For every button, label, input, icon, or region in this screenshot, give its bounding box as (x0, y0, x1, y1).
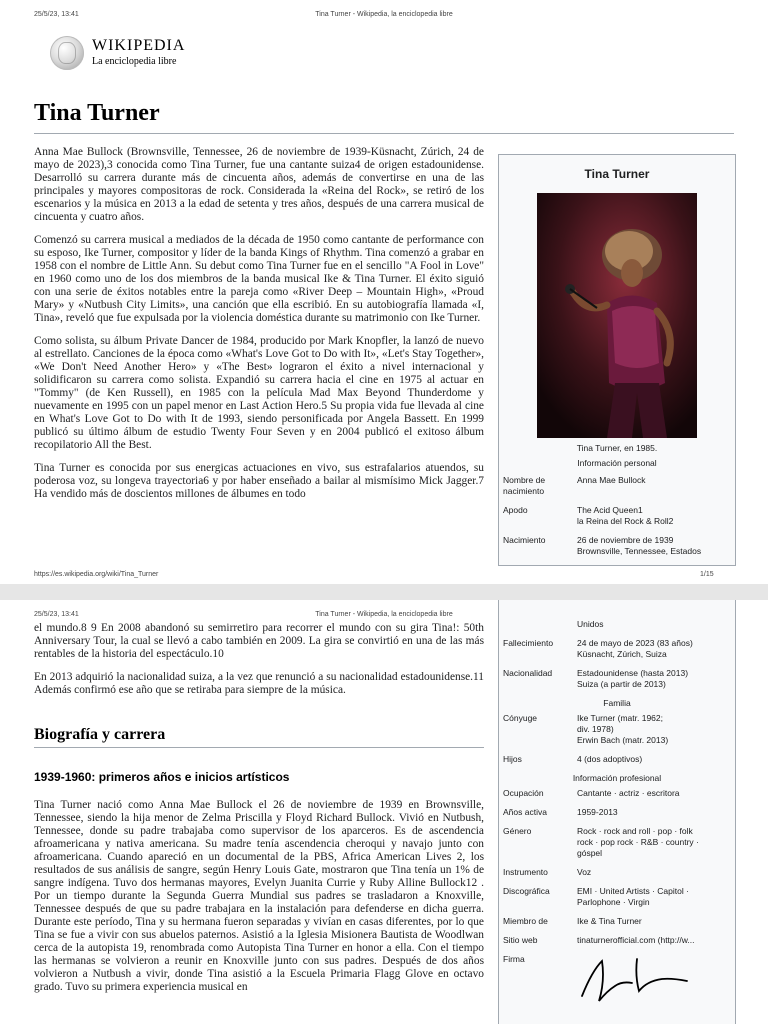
performer-image (537, 193, 697, 438)
intro-paragraph-4: Tina Turner es conocida por sus energicas actuaciones en vivo, sus estrafalarios atuendos, su poderosa voz, su longeva trayectoria6 y por haber enseñado a bailar al mismísimo Mick Jagger.7 Ha vendido más de doscientos millones de álbumes en todo (34, 462, 484, 500)
infobox-value[interactable]: Voz (577, 867, 592, 877)
wikipedia-globe-icon[interactable] (50, 36, 84, 70)
infobox-photo-caption: Tina Turner, en 1985. (576, 443, 658, 453)
bio-paragraph (34, 799, 484, 1004)
infobox-value[interactable]: Cantante · actriz · escritora (577, 788, 680, 798)
infobox-value[interactable]: Ike Turner (matr. 1962; div. 1978) Erwin Bach (matr. 2013) (577, 713, 669, 745)
infobox-label: Hijos (503, 754, 522, 764)
infobox-value[interactable]: The Acid Queen1 la Reina del Rock & Roll2 (577, 505, 674, 526)
infobox-label: Nombre de nacimiento (503, 475, 546, 496)
infobox-label: Nacimiento (503, 535, 546, 545)
title-divider (34, 133, 734, 134)
section-heading-biografia: Biografía y carrera (34, 726, 166, 743)
infobox-value[interactable]: Ike & Tina Turner (577, 916, 642, 926)
print-datetime: 25/5/23, 13:41 (34, 11, 79, 18)
bio-paragraph-1: Tina Turner nació como Anna Mae Bullock el 26 de noviembre de 1939 en Brownsville, Tennessee, siendo la hija menor de Zelma Priscilla y Floyd Richard Bullock. Vivió en Nutbush, Tennessee, donde su padre trabajaba como supervisor de los aparceros. Es de ascendencia afroamericana y nativa americana. Su madre tenía ascendencia cheroqui y navajo junto con afroamericana. Cuando apareció en un documental de la PBS, Africa American Lives 2, los resultados de sus análisis de sangre, según Henry Louis Gate, mostraron que Tina tenía un 1% de sangre indígena. Tuvo dos hermanas mayores, Evelyn Juanita Currie y Ruby Alline Bullock12 . Por un tiempo durante la Segunda Guerra Mundial sus padres se trasladaron a Knoxville, Tennessee después de que su padre trabajara en la instalación para defenderse en dicha guerra. Durante este período, Tina y su hermana fueron separadas y vivían en casas diferentes, por lo que Tina se fue a vivir con sus abuelos paternos. Asistió a la Iglesia Misionera Bautista de Woodlwan cerca de la autopista 19, renombrada como Autopista Tina Turner en honor a ella. Con el tiempo las hermanas se volvieron a reunir en Knoxville junto con sus padres. Después de dos años volvieron a Nutbush a vivir, donde Tina asistió a la Escuela Primaria Flagg Glove en octavo grado. Tuvo su primera experiencia musical en (34, 799, 484, 993)
infobox-section-professional: Información profesional (572, 773, 662, 783)
infobox-label: Fallecimiento (503, 638, 554, 648)
infobox-label: Firma (503, 954, 525, 964)
infobox-label: Instrumento (503, 867, 548, 877)
infobox-label: Miembro de (503, 916, 548, 926)
infobox-title: Tina Turner (584, 167, 650, 181)
print-page-number: 1/15 (700, 571, 714, 578)
infobox-value[interactable]: 26 de noviembre de 1939 Brownsville, Tennessee, Estados (577, 535, 702, 556)
infobox-value[interactable]: tinaturnerofficial.com (http://w... (577, 935, 695, 945)
infobox-value[interactable]: Anna Mae Bullock (577, 475, 646, 485)
infobox-label: Nacionalidad (503, 668, 553, 678)
infobox-value[interactable]: 24 de mayo de 2023 (83 años) Küsnacht, Zúrich, Suiza (577, 638, 693, 659)
infobox-label: Discográfica (503, 886, 550, 896)
intro-paragraph-1: Anna Mae Bullock (Brownsville, Tennessee, 26 de noviembre de 1939-Küsnacht, Zúrich, 24 de mayo de 2023),3 conocida como Tina Turner, fue una cantante suiza4 de origen estadounidense. Desarrolló su carrera durante más de cincuenta años, además de convertirse en una de las principales y mayores compositoras de rock. Considerada la «Reina del Rock», se retiró de los escenarios y la música en 2013 a la edad de setenta y tres años, después de una carrera musical de cincuenta y cuatro años. (34, 146, 484, 223)
print-url: https://es.wikipedia.org/wiki/Tina_Turner (34, 571, 159, 578)
print-datetime-p2: 25/5/23, 13:41 (34, 611, 79, 618)
print-doc-title-p2: Tina Turner - Wikipedia, la enciclopedia libre (315, 611, 453, 618)
subsection-heading-1939-1960: 1939-1960: primeros años e inicios artísticos (34, 770, 290, 784)
infobox-label: Apodo (503, 505, 528, 515)
infobox-value[interactable]: EMI · United Artists · Capitol · Parlophone · Virgin (577, 886, 689, 907)
intro-paragraph-2: Comenzó su carrera musical a mediados de la década de 1950 como cantante de performance con su esposo, Ike Turner, compositor y líder de la banda Kings of Rhythm. Tina comenzó a grabar en 1958 con el nombre de Little Ann. Su debut como Tina Turner fue en el sencillo "A Fool in Love" en 1960 como uno de los dos miembros de la banda musical Ike & Tina Turner. El éxito siguió con una serie de éxitos notables entre la pareja como «River Deep – Mountain High», «Proud Mary» y «Nutbush City Limits», una canción que ella escribió. En su autobiografía llamada «I, Tina», reveló que fue expulsada por la violencia doméstica durante su matrimonio con Ike Turner. (34, 234, 484, 324)
infobox-photo[interactable] (537, 193, 697, 438)
intro-paragraph-6: En 2013 adquirió la nacionalidad suiza, a la vez que renunció a su nacionalidad estadounidense.11 Además confirmó ese año que se retiraba para siempre de la música. (34, 671, 484, 696)
article-title: Tina Turner (34, 100, 160, 126)
signature-image (577, 951, 697, 1011)
section-divider (34, 747, 484, 748)
intro-paragraph-3: Como solista, su álbum Private Dancer de 1984, producido por Mark Knopfler, la lanzó de nuevo al estrellato. Canciones de la época como «What's Love Got to Do with It», «Let's Stay Together», «We Don't Need Another Hero» y «The Best» lograron el éxito a nivel internacional y solidificaron su carrera como solista. Expandió su carrera hacia el cine en 1975 al actuar en "Tommy" (de Ken Russell), en 1985 con la película Mad Max Beyond Thunderdome y nuevamente en 1995 con un papel menor en Last Action Hero.5 Su propia vida fue llevada al cine en What's Love Got to Do with It de 1993, siendo personificada por Angela Bassett. En 1999 publicó su último álbum de estudio Twenty Four Seven y en 2004 publicó el exitoso álbum recopilatorio All the Best. (34, 335, 484, 451)
infobox-section-family: Familia (603, 698, 631, 708)
infobox-section-personal: Información personal (577, 458, 657, 468)
infobox-value[interactable]: 4 (dos adoptivos) (577, 754, 643, 764)
wikipedia-tagline: La enciclopedia libre (92, 56, 177, 67)
infobox-value[interactable]: Rock · rock and roll · pop · folk rock · pop rock · R&B · country · góspel (577, 826, 699, 858)
intro-paragraphs (34, 146, 484, 511)
intro-paragraph-5: el mundo.8 9 En 2008 abandonó su semirretiro para recorrer el mundo con su gira Tina!: 50th Anniversary Tour, la cual se llevó a cabo también en 2009. La gira se convirtió en una de las más rentables de la historia del espectáculo.10 (34, 622, 484, 660)
infobox-label: Años activa (503, 807, 547, 817)
infobox-label: Género (503, 826, 532, 836)
infobox-value[interactable]: Estadounidense (hasta 2013) Suiza (a partir de 2013) (577, 668, 689, 689)
infobox-label: Sitio web (503, 935, 538, 945)
infobox-value[interactable]: Unidos (577, 619, 604, 629)
infobox-value[interactable]: 1959-2013 (577, 807, 618, 817)
intro-continuation (34, 622, 484, 707)
pdf-page-2 (0, 600, 768, 1024)
infobox-continuation (498, 600, 736, 1024)
infobox-label: Cónyuge (503, 713, 538, 723)
wikipedia-wordmark[interactable]: WIKIPEDIA (92, 37, 186, 54)
infobox-label: Ocupación (503, 788, 544, 798)
print-doc-title: Tina Turner - Wikipedia, la enciclopedia libre (315, 11, 453, 18)
infobox (498, 154, 736, 566)
